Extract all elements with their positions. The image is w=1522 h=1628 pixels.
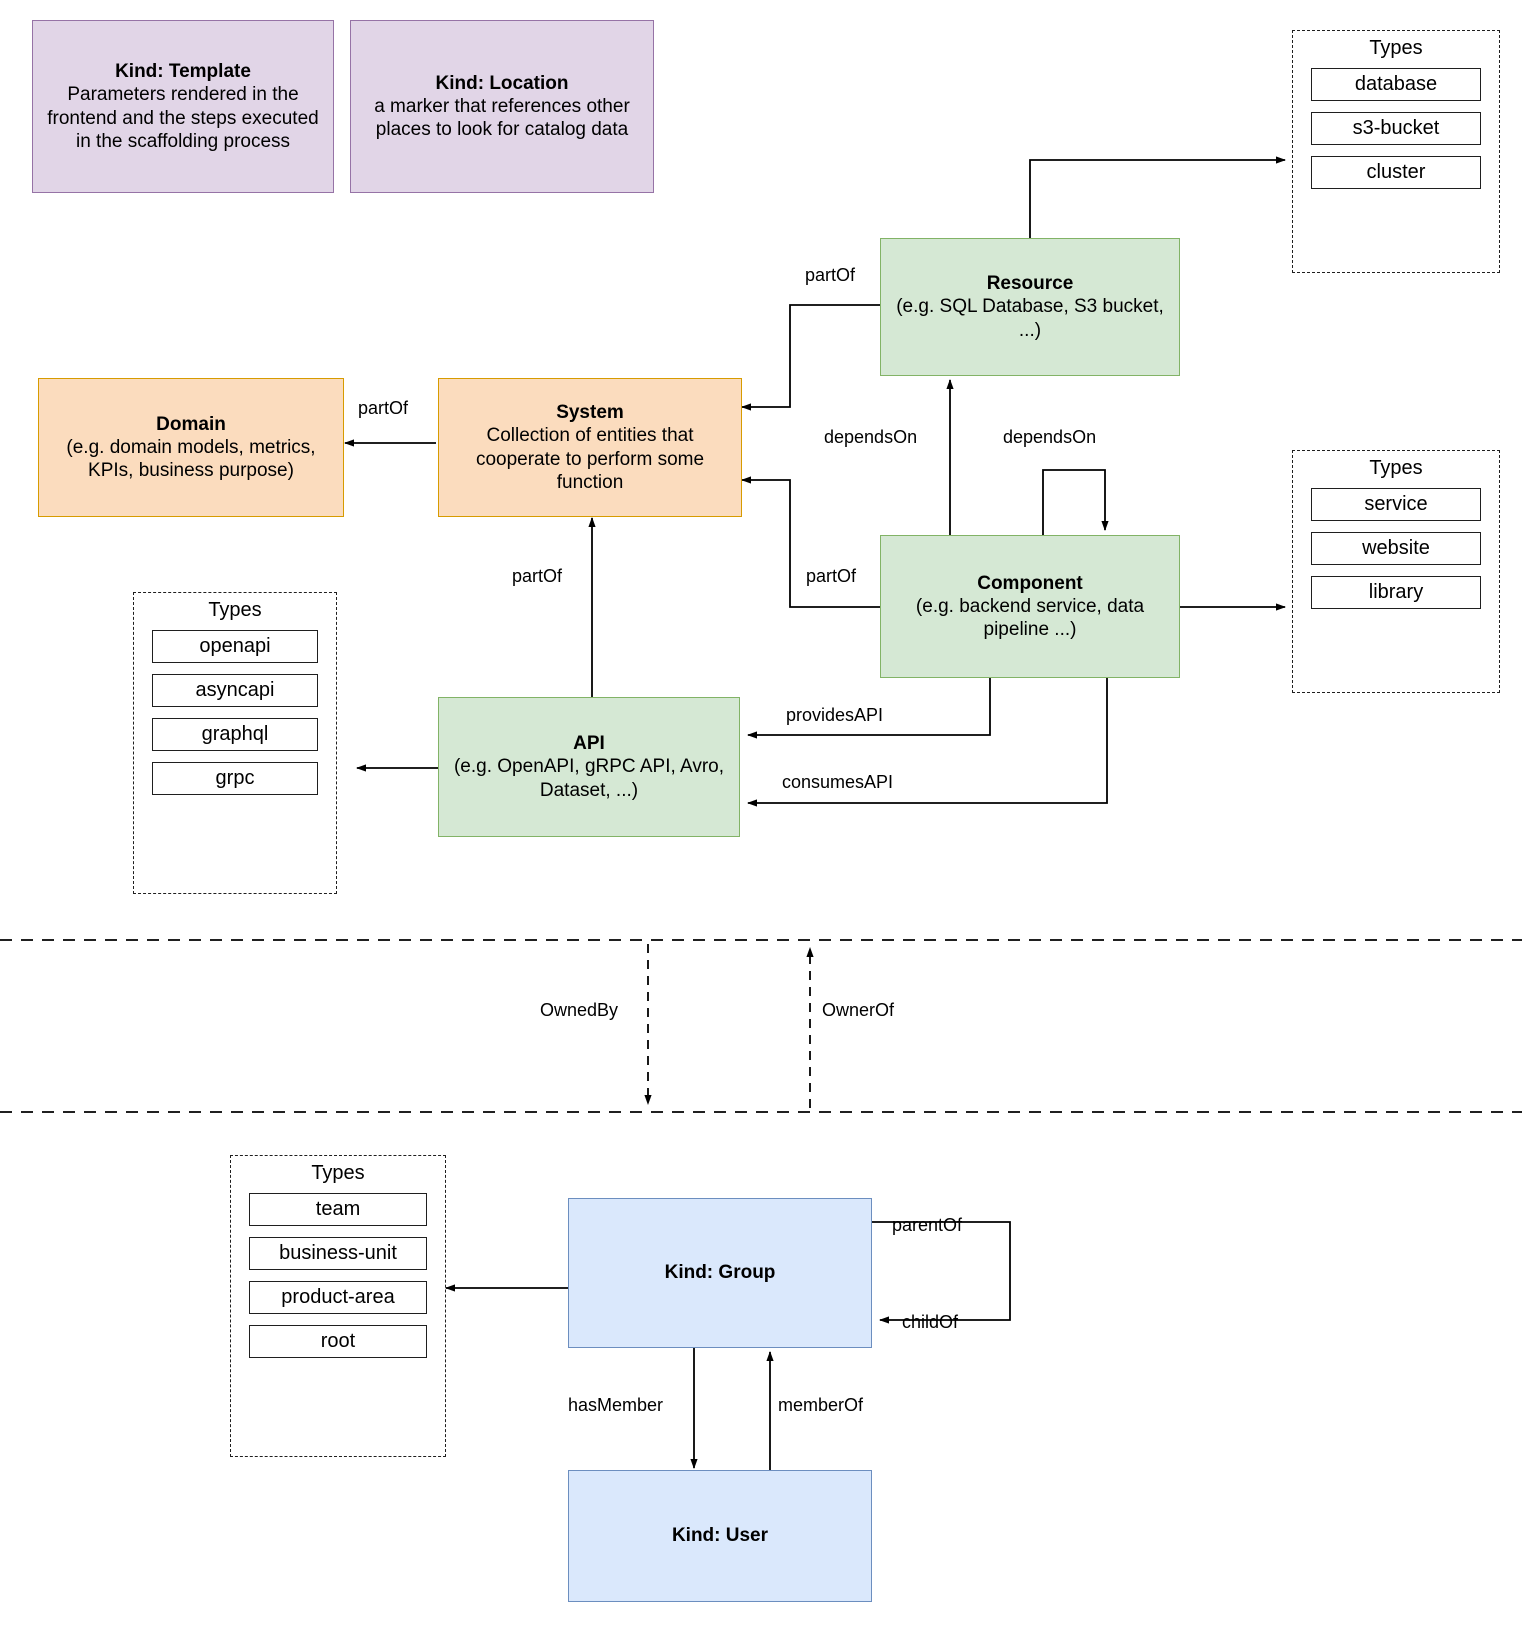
types-group (230, 1155, 446, 1457)
node-title: Resource (986, 273, 1074, 295)
node-title: Kind: Location (435, 72, 569, 94)
node-kind-group[interactable] (568, 1198, 872, 1348)
type-item[interactable]: team (249, 1193, 427, 1226)
type-item[interactable]: website (1311, 532, 1481, 565)
type-item[interactable]: library (1311, 576, 1481, 609)
node-title: Kind: Template (115, 61, 251, 83)
types-title: Types (1369, 457, 1423, 479)
edge-label-partof-api: partOf (512, 566, 563, 586)
node-title: Kind: User (671, 1525, 769, 1547)
node-subtitle: Collection of entities that cooperate to perform some function (475, 425, 705, 493)
node-subtitle: a marker that references other places to look for catalog data (374, 95, 630, 141)
node-title: Domain (156, 413, 226, 435)
edge-label-memberof: memberOf (778, 1395, 864, 1415)
type-item[interactable]: asyncapi (152, 674, 318, 707)
node-kind-location[interactable] (350, 20, 654, 193)
node-subtitle: (e.g. OpenAPI, gRPC API, Avro, Dataset, ...) (453, 756, 724, 801)
type-item[interactable]: root (249, 1325, 427, 1358)
node-subtitle: Parameters rendered in the frontend and the steps executed in the scaffolding process (47, 84, 319, 152)
node-system[interactable] (438, 378, 742, 517)
node-title: System (556, 402, 624, 424)
types-api (133, 592, 337, 894)
types-title: Types (311, 1162, 365, 1184)
edge-label-childof: childOf (902, 1312, 959, 1332)
node-api[interactable] (438, 697, 740, 837)
type-item[interactable]: service (1311, 488, 1481, 521)
types-title: Types (1369, 37, 1423, 59)
edge-label-dependson-right: dependsOn (1003, 427, 1097, 447)
node-resource[interactable] (880, 238, 1180, 376)
types-component (1292, 450, 1500, 693)
node-subtitle: (e.g. domain models, metrics, KPIs, business purpose) (66, 436, 316, 482)
edge-label-ownerof: OwnerOf (822, 1000, 895, 1020)
edge-label-partof-resource: partOf (805, 265, 856, 285)
node-title: Component (977, 572, 1083, 594)
type-item[interactable]: business-unit (249, 1237, 427, 1270)
node-subtitle: (e.g. backend service, data pipeline ...) (915, 595, 1145, 641)
node-kind-template[interactable] (32, 20, 334, 193)
node-title: Kind: Group (664, 1262, 776, 1284)
edge-label-consumesapi: consumesAPI (782, 772, 894, 792)
type-item[interactable]: s3-bucket (1311, 112, 1481, 145)
type-item[interactable]: grpc (152, 762, 318, 795)
node-domain[interactable] (38, 378, 344, 517)
node-subtitle: (e.g. SQL Database, S3 bucket, ...) (896, 296, 1164, 341)
type-item[interactable]: product-area (249, 1281, 427, 1314)
type-item[interactable]: openapi (152, 630, 318, 663)
edge-label-partof-component: partOf (806, 566, 857, 586)
type-item[interactable]: graphql (152, 718, 318, 751)
edge-label-parentof: parentOf (892, 1215, 963, 1235)
types-title: Types (208, 599, 262, 621)
node-component[interactable] (880, 535, 1180, 678)
node-title: API (573, 733, 605, 755)
edge-label-dependson-left: dependsOn (824, 427, 918, 447)
types-resource (1292, 30, 1500, 273)
type-item[interactable]: cluster (1311, 156, 1481, 189)
edge-label-partof-domain: partOf (358, 398, 409, 418)
edge-label-providesapi: providesAPI (786, 705, 884, 725)
type-item[interactable]: database (1311, 68, 1481, 101)
node-kind-user[interactable] (568, 1470, 872, 1602)
edge-label-hasmember: hasMember (568, 1395, 664, 1415)
edge-label-ownedby: OwnedBy (540, 1000, 619, 1020)
